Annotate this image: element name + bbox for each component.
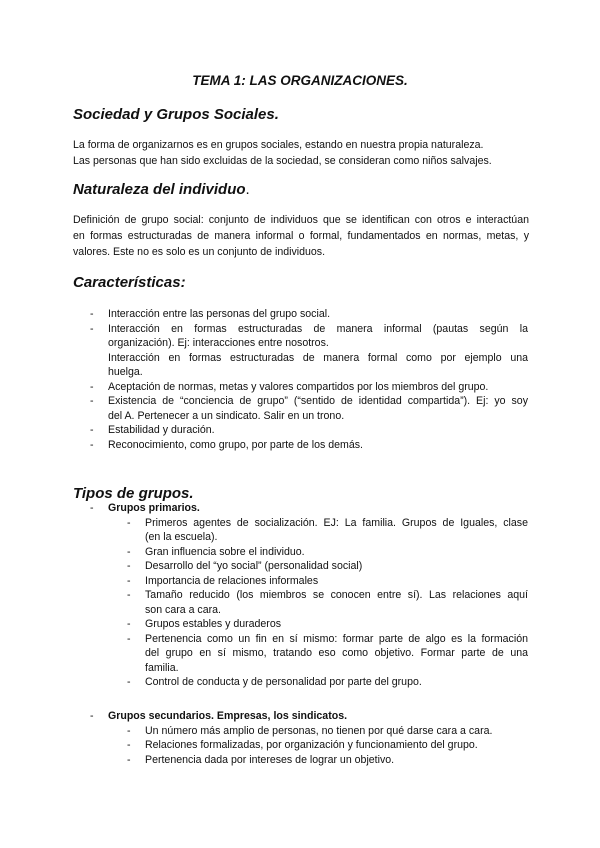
bullet-dash: -: [127, 676, 131, 688]
sub-list-item: [0, 738, 600, 753]
heading-period: .: [245, 181, 250, 198]
item-line: Tamaño reducido (los miembros se conocen entre sí). Las relaciones aquí: [145, 589, 528, 601]
paragraph-line: Las personas que han sido excluidas de la sociedad, se consideran como niños salvajes.: [73, 155, 492, 167]
section-sociedad-paragraph: [73, 137, 529, 169]
item-line: son cara a cara.: [145, 603, 221, 616]
document-title: TEMA 1: LAS ORGANIZACIONES.: [192, 73, 408, 88]
item-line: Importancia de relaciones informales: [145, 574, 319, 587]
item-line: Relaciones formalizadas, por organización y funcionamiento del grupo.: [145, 739, 478, 751]
caracteristicas-list: [0, 307, 600, 452]
section-heading-tipos: Tipos de grupos.: [73, 485, 194, 502]
bullet-dash: -: [127, 589, 131, 601]
item-line: Aceptación de normas, metas y valores compartidos por los miembros del grupo.: [108, 380, 489, 393]
item-line: del grupo en sí mismo, tratando eso como objetivo. Formar parte de una: [145, 647, 528, 659]
item-line: del A. Pertenecer a un sindicato. Salir en un trono.: [108, 409, 345, 422]
item-line: Grupos estables y duraderos: [145, 618, 282, 630]
sub-list-item: [0, 559, 600, 574]
paragraph-line: valores. Este no es solo es un conjunto de individuos.: [73, 246, 326, 258]
paragraph-line: Definición de grupo social: conjunto de individuos que se identifican con otros e interactúan: [73, 214, 529, 226]
bullet-dash: -: [127, 618, 131, 630]
primarios-label: Grupos primarios.: [108, 502, 200, 514]
item-line: huelga.: [108, 366, 143, 378]
item-line: organización). Ej: interacciones entre nosotros.: [108, 337, 329, 349]
sub-list-item: [0, 545, 600, 560]
heading-text: Naturaleza del individuo: [73, 181, 246, 198]
sub-list-item: [0, 632, 600, 676]
bullet-dash: -: [127, 574, 131, 587]
item-line: Control de conducta y de personalidad por parte del grupo.: [145, 676, 422, 688]
item-line: Interacción entre las personas del grupo social.: [108, 308, 331, 320]
bullet-dash: -: [127, 632, 131, 645]
list-item-secundarios: [0, 709, 600, 724]
secundarios-label: Grupos secundarios. Empresas, los sindicatos.: [108, 710, 348, 722]
list-item: [0, 380, 600, 395]
grupos-secundarios-list: [0, 709, 600, 767]
list-item: [0, 423, 600, 438]
bullet-dash: -: [127, 753, 131, 766]
list-item: [0, 438, 600, 453]
item-line: Estabilidad y duración.: [108, 424, 215, 436]
sub-list-item: [0, 588, 600, 617]
list-item-primarios: [0, 501, 600, 516]
list-item: [0, 307, 600, 322]
sub-list-item: [0, 574, 600, 589]
section-heading-sociedad: Sociedad y Grupos Sociales.: [73, 106, 279, 123]
item-line: Gran influencia sobre el individuo.: [145, 545, 305, 558]
bullet-dash: -: [127, 739, 131, 751]
bullet-dash: -: [90, 308, 94, 320]
bullet-dash: -: [127, 560, 131, 572]
bullet-dash: -: [90, 424, 94, 436]
bullet-dash: -: [90, 395, 94, 407]
item-line: Reconocimiento, como grupo, por parte de los demás.: [108, 438, 363, 451]
sub-list-item: [0, 675, 600, 690]
bullet-dash: -: [127, 724, 131, 737]
bullet-dash: -: [127, 516, 131, 529]
bullet-dash: -: [90, 502, 94, 514]
item-line: Interacción en formas estructuradas de manera formal como por ejemplo una: [108, 351, 528, 364]
item-line: Pertenencia dada por intereses de lograr un objetivo.: [145, 753, 395, 766]
item-line: Pertenencia como un fin en sí mismo: formar parte de algo es la formación: [145, 632, 528, 645]
item-line: Interacción en formas estructuradas de manera informal (pautas según la: [108, 322, 528, 335]
section-heading-naturaleza: [73, 181, 250, 198]
list-item: [0, 322, 600, 380]
section-naturaleza-paragraph: [73, 212, 529, 260]
bullet-dash: -: [90, 438, 94, 451]
item-line: Desarrollo del “yo social” (personalidad social): [145, 560, 363, 572]
section-heading-caracteristicas: Características:: [73, 274, 186, 291]
item-line: (en la escuela).: [145, 531, 218, 543]
paragraph-line: en formas estructuradas de manera informal o formal, fundamentados en normas, metas, y: [73, 230, 529, 242]
bullet-dash: -: [90, 380, 94, 393]
item-line: Un número más amplio de personas, no tienen por qué darse cara a cara.: [145, 724, 493, 737]
list-item: [0, 394, 600, 423]
sub-list-item: [0, 516, 600, 545]
item-line: familia.: [145, 661, 179, 674]
sub-list-item: [0, 753, 600, 768]
sub-list-item: [0, 617, 600, 632]
grupos-primarios-list: [0, 501, 600, 690]
bullet-dash: -: [90, 322, 94, 335]
paragraph-line: La forma de organizarnos es en grupos sociales, estando en nuestra propia naturaleza.: [73, 139, 484, 151]
sub-list-item: [0, 724, 600, 739]
item-line: Existencia de “conciencia de grupo” (“sentido de identidad compartida”). Ej: yo soy: [108, 395, 528, 407]
bullet-dash: -: [90, 710, 94, 722]
item-line: Primeros agentes de socialización. EJ: La familia. Grupos de Iguales, clase: [145, 516, 528, 529]
bullet-dash: -: [127, 545, 131, 558]
